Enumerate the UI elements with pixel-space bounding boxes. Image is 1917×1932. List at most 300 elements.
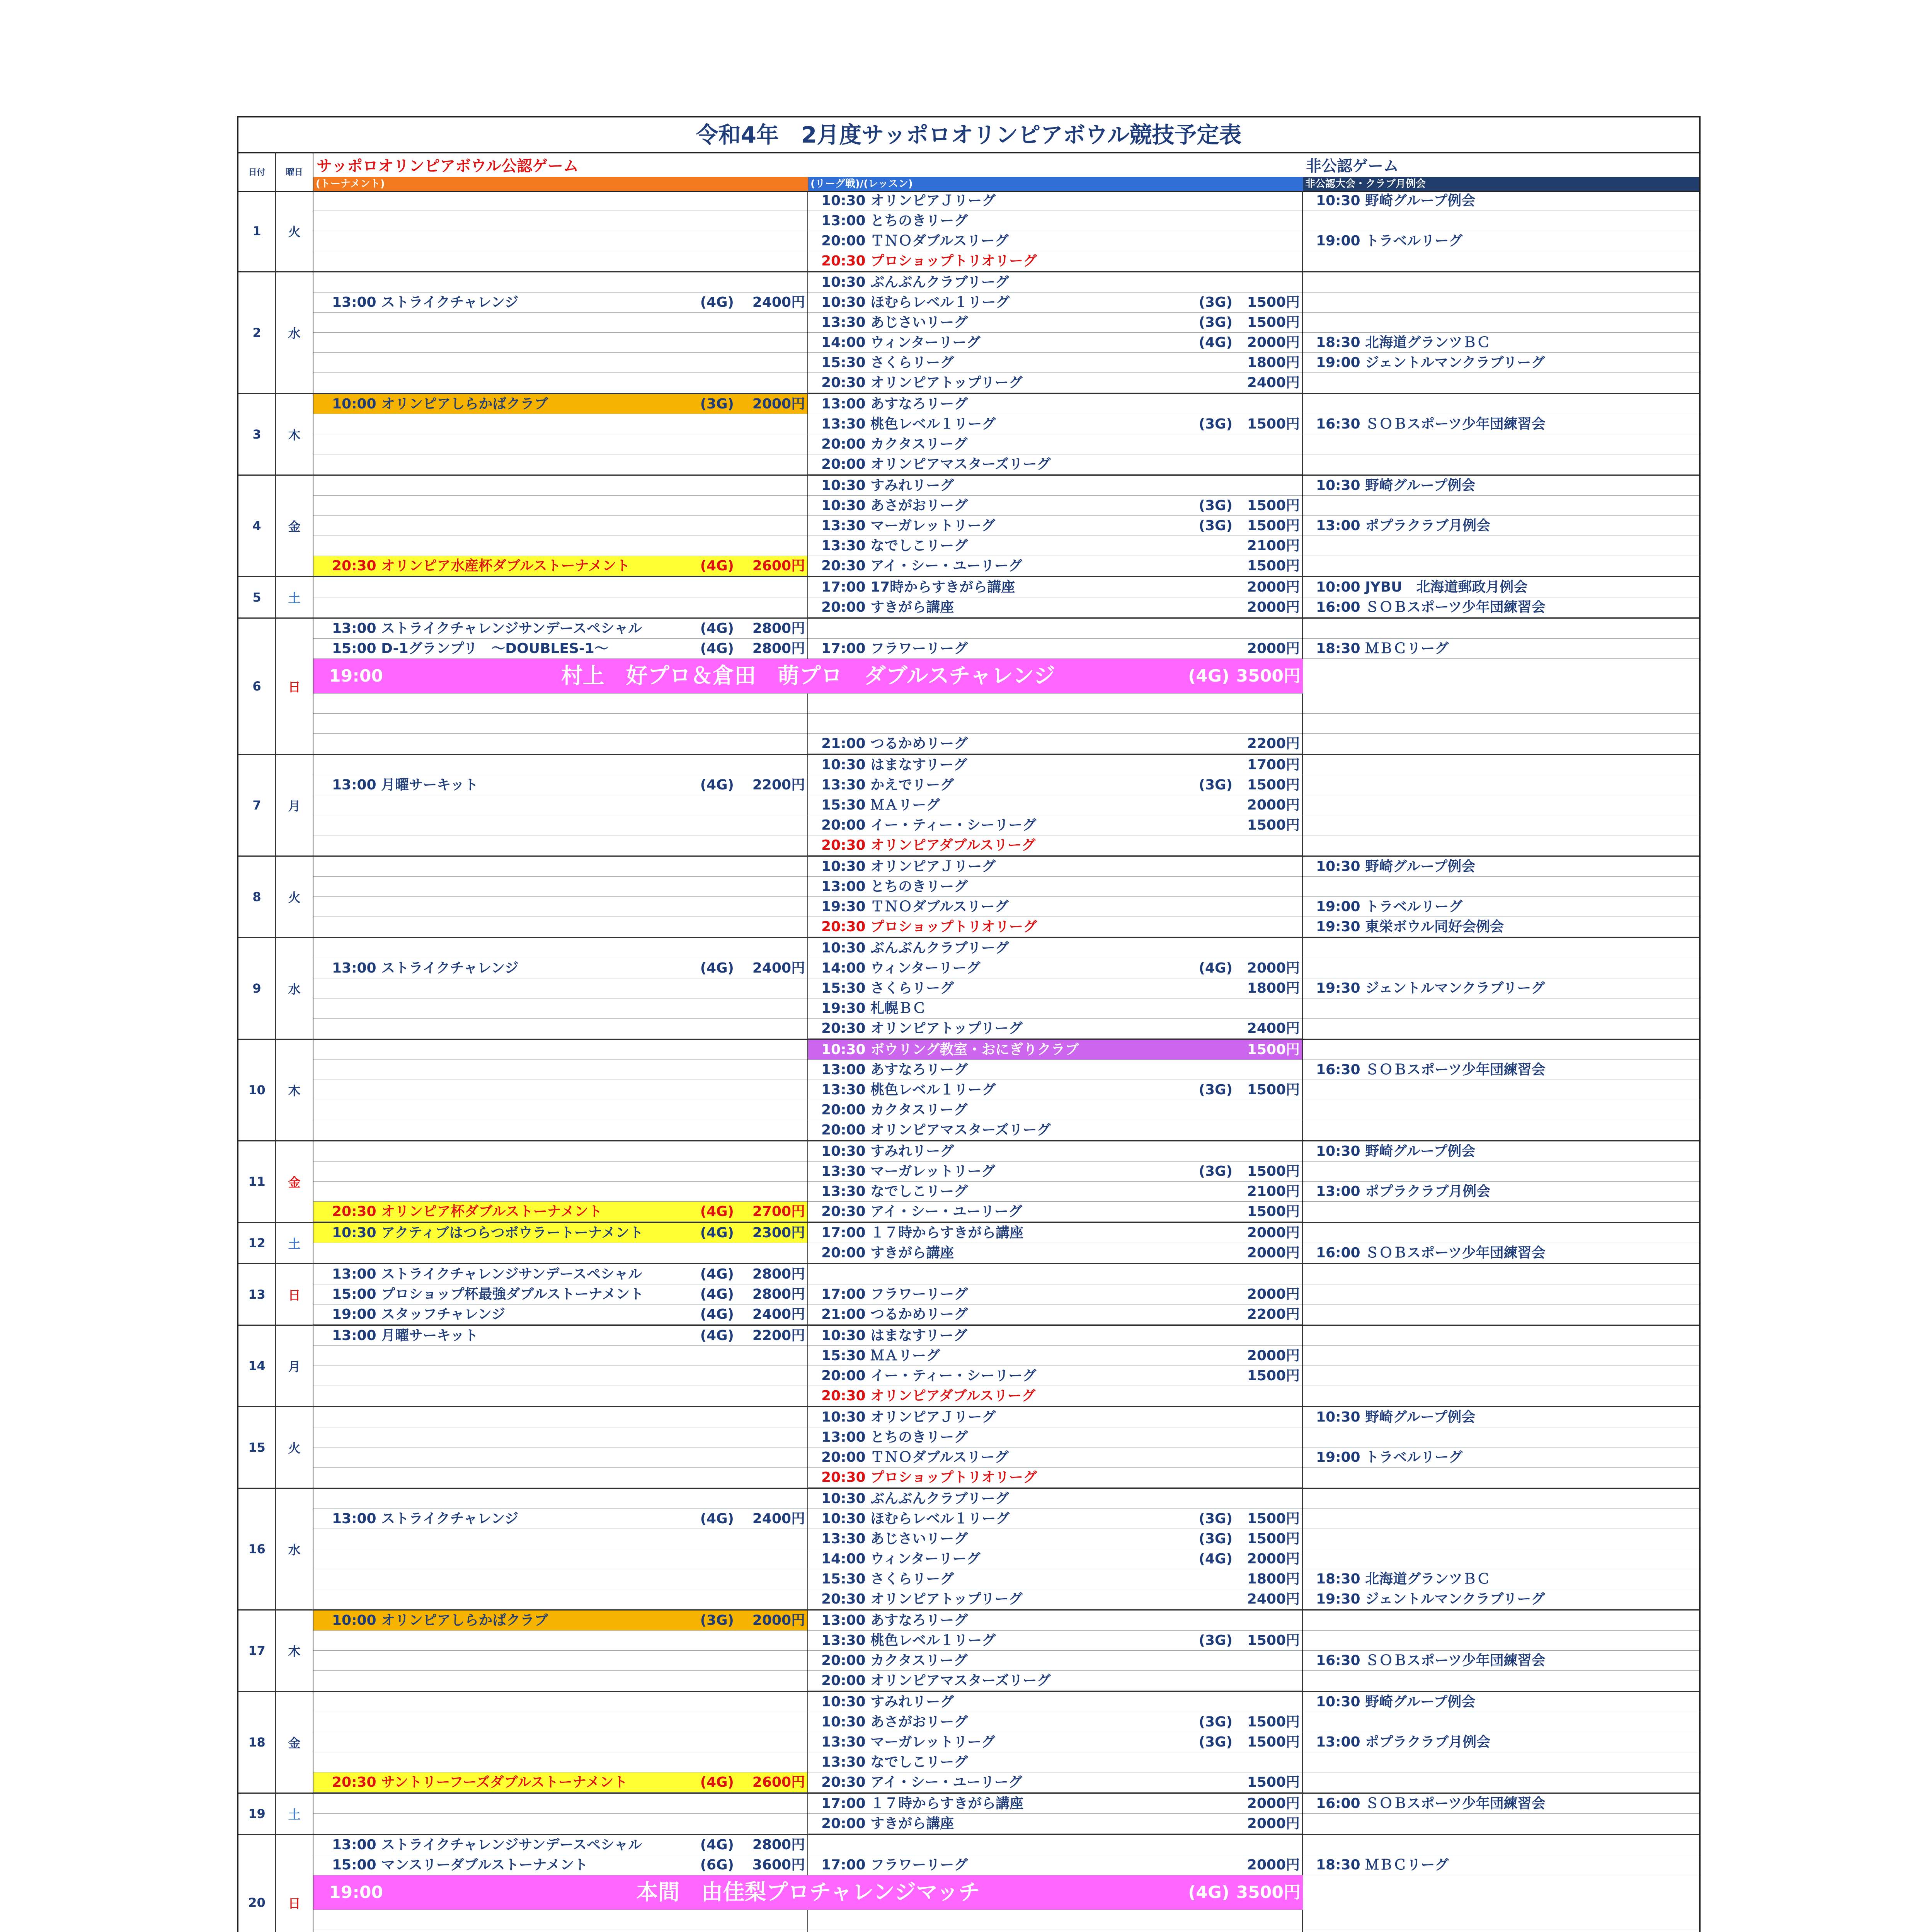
event-games: (3G) [1199, 1734, 1233, 1750]
event-entry [808, 1243, 1302, 1263]
event-title: 10:30 はまなすリーグ [821, 757, 967, 773]
schedule-row [808, 1264, 1302, 1284]
event-games: (4G) [1199, 335, 1233, 350]
event-entry [1303, 1407, 1699, 1427]
event-title: 13:00 あすなろリーグ [821, 1612, 968, 1628]
schedule-row [1303, 434, 1699, 454]
event-entry [313, 619, 807, 639]
event-entry [1303, 1447, 1699, 1468]
event-entry [808, 1326, 1302, 1346]
event-title: 19:30 ジェントルマンクラブリーグ [1316, 1591, 1545, 1607]
event-entry [1303, 1794, 1699, 1814]
day-number: 9 [238, 938, 276, 1039]
event-title: 10:30 すみれリーグ [821, 1143, 954, 1159]
event-price: 1500円 [1247, 558, 1300, 574]
schedule-row [313, 1752, 807, 1772]
event-title: 19:00 トラベルリーグ [1316, 1449, 1463, 1465]
event-entry [808, 1060, 1302, 1080]
event-price: 1700円 [1247, 757, 1300, 773]
event-title: 20:30 プロショップトリオリーグ [821, 1469, 1037, 1485]
event-price: 1500円 [1247, 1042, 1300, 1058]
event-price: 1500円 [1247, 817, 1300, 833]
event-title: 13:00 ポプラクラブ月例会 [1316, 1734, 1491, 1750]
event-title: 15:00 プロショップ杯最強ダブルストーナメント [332, 1286, 644, 1302]
event-entry [808, 1120, 1302, 1140]
event-title: 18:30 ＭＢＣリーグ [1316, 641, 1449, 656]
event-title: 13:30 かえでリーグ [821, 777, 954, 793]
schedule-row [808, 1930, 1302, 1932]
event-title: 15:30 ＭＡリーグ [821, 1348, 940, 1364]
day-block [238, 1692, 1699, 1794]
column-b [808, 1040, 1303, 1140]
event-entry [808, 1589, 1302, 1609]
event-title: 10:30 野崎グループ例会 [1316, 1143, 1476, 1159]
event-price: 1500円 [1247, 1774, 1300, 1790]
schedule-row [1303, 795, 1699, 815]
schedule-row [313, 1549, 807, 1569]
schedule-row [313, 414, 807, 434]
event-title: 13:30 マーガレットリーグ [821, 1734, 996, 1750]
column-c [1303, 272, 1699, 393]
schedule-row [313, 231, 807, 251]
event-games: (3G) [1199, 1531, 1233, 1547]
event-games: (4G) [700, 1225, 734, 1241]
schedule-row [313, 272, 807, 293]
column-c [1303, 1407, 1699, 1488]
schedule-row [1303, 714, 1699, 734]
featured-time: 19:00 [329, 1883, 383, 1902]
event-games: (4G) [700, 621, 734, 636]
event-games: (4G) [700, 1204, 734, 1219]
featured-games: (4G) [1188, 666, 1229, 686]
event-entry [808, 1366, 1302, 1386]
event-title: 10:30 ボウリング教室・おにぎりクラブ [821, 1042, 1079, 1058]
event-entry [808, 293, 1302, 313]
event-title: 20:00 オリンピアマスターズリーグ [821, 456, 1051, 472]
event-title: 13:00 ポプラクラブ月例会 [1316, 1184, 1491, 1199]
column-a [313, 1264, 808, 1325]
schedule-row [313, 857, 807, 877]
event-price: 2000円 [1247, 641, 1300, 656]
event-entry [808, 1732, 1302, 1752]
day-weekday: 木 [276, 1040, 313, 1140]
event-price: 2200円 [752, 1328, 805, 1344]
day-weekday: 水 [276, 938, 313, 1039]
column-c [1303, 191, 1699, 271]
schedule-row [313, 1529, 807, 1549]
event-entry [808, 536, 1302, 556]
event-title: 20:30 サントリーフーズダブルストーナメント [332, 1774, 628, 1790]
event-price: 2000円 [1247, 1286, 1300, 1302]
event-entry [808, 897, 1302, 917]
event-title: 10:30 ぶんぶんクラブリーグ [821, 940, 1009, 956]
schedule-row [1303, 1772, 1699, 1793]
event-entry [808, 577, 1302, 597]
event-entry [313, 293, 807, 313]
event-title: 15:00 マンスリーダブルストーナメント [332, 1857, 588, 1873]
event-entry [1303, 1243, 1699, 1263]
day-block [238, 1223, 1699, 1264]
event-title: 13:00 ストライクチャレンジサンデースペシャル [332, 1266, 642, 1282]
schedule-row [313, 597, 807, 617]
event-entry [808, 877, 1302, 897]
event-games: (3G) [700, 1612, 734, 1628]
event-price: 2400円 [752, 1306, 805, 1322]
event-entry [808, 556, 1302, 576]
schedule-row [1303, 694, 1699, 714]
schedule-row [313, 476, 807, 496]
schedule-row [313, 1366, 807, 1386]
event-title: 10:30 ぶんぶんクラブリーグ [821, 274, 1009, 290]
column-c [1303, 1794, 1699, 1834]
column-b [808, 1326, 1303, 1406]
event-title: 20:00 すきがら講座 [821, 599, 954, 615]
event-entry [313, 1326, 807, 1346]
schedule-row [313, 1346, 807, 1366]
schedule-row [1303, 1264, 1699, 1284]
day-number: 15 [238, 1407, 276, 1488]
schedule-row [313, 1671, 807, 1691]
schedule-row [1303, 1223, 1699, 1243]
schedule-row [808, 1910, 1302, 1930]
schedule-sheet [237, 116, 1701, 1932]
event-games: (4G) [700, 1774, 734, 1790]
event-games: (3G) [1199, 498, 1233, 514]
event-entry [808, 1468, 1302, 1488]
day-number: 19 [238, 1794, 276, 1834]
schedule-row [313, 877, 807, 897]
page-title: 令和4年 2月度サッポロオリンピアボウル競技予定表 [238, 117, 1699, 153]
event-entry [808, 353, 1302, 373]
event-price: 1800円 [1247, 1571, 1300, 1587]
day-block [238, 1611, 1699, 1692]
column-a [313, 1326, 808, 1406]
schedule-row [313, 333, 807, 353]
event-entry [808, 1407, 1302, 1427]
event-title: 13:00 ポプラクラブ月例会 [1316, 518, 1491, 534]
event-title: 13:00 とちのきリーグ [821, 879, 968, 895]
schedule-row [1303, 1162, 1699, 1182]
event-price: 1500円 [1247, 294, 1300, 310]
event-games: (3G) [1199, 1163, 1233, 1179]
event-title: 14:00 ウィンターリーグ [821, 1551, 981, 1567]
schedule-row [313, 1141, 807, 1162]
event-title: 10:30 あさがおリーグ [821, 1714, 968, 1730]
event-price: 2400円 [1247, 1591, 1300, 1607]
event-entry [808, 917, 1302, 937]
day-weekday: 日 [276, 1835, 313, 1932]
column-c [1303, 1223, 1699, 1263]
event-entry [313, 1304, 807, 1325]
schedule-row [313, 1712, 807, 1732]
day-number: 5 [238, 577, 276, 617]
day-weekday: 月 [276, 755, 313, 855]
day-number: 7 [238, 755, 276, 855]
schedule-row [313, 795, 807, 815]
schedule-row [313, 1120, 807, 1140]
event-price: 2400円 [1247, 1020, 1300, 1036]
event-entry [1303, 333, 1699, 353]
schedule-row [1303, 958, 1699, 978]
schedule-row [1303, 1611, 1699, 1631]
event-title: 13:30 あじさいリーグ [821, 1531, 968, 1547]
day-block [238, 1141, 1699, 1223]
column-b [808, 1141, 1303, 1222]
schedule-row [808, 714, 1302, 734]
event-entry [808, 1427, 1302, 1447]
event-price: 1500円 [1247, 416, 1300, 432]
event-games: (4G) [700, 1286, 734, 1302]
event-title: 13:00 ストライクチャレンジサンデースペシャル [332, 1837, 642, 1853]
header-col-c-title: 非公認ゲーム [1306, 157, 1399, 175]
schedule-row [808, 1835, 1302, 1855]
column-b [808, 191, 1303, 271]
event-entry [313, 775, 807, 795]
event-title: 13:00 ストライクチャレンジ [332, 294, 519, 310]
event-entry [313, 556, 807, 576]
column-a [313, 1794, 808, 1834]
day-number: 3 [238, 394, 276, 474]
event-price: 1500円 [1247, 315, 1300, 330]
event-title: 19:00 トラベルリーグ [1316, 899, 1463, 915]
schedule-row [1303, 1019, 1699, 1039]
event-title: 20:00 イー・ティー・シーリーグ [821, 817, 1037, 833]
event-title: 10:00 オリンピアしらかばクラブ [332, 1612, 548, 1628]
event-title: 10:30 オリンピアＪリーグ [821, 1409, 996, 1425]
event-price: 2000円 [1247, 599, 1300, 615]
column-c [1303, 1611, 1699, 1691]
column-c [1303, 476, 1699, 576]
day-number: 8 [238, 857, 276, 937]
event-title: 19:30 東栄ボウル同好会例会 [1316, 919, 1504, 935]
event-entry [808, 1386, 1302, 1406]
event-games: (4G) [700, 558, 734, 574]
schedule-row [313, 251, 807, 271]
column-b [808, 1407, 1303, 1488]
event-entry [808, 1100, 1302, 1120]
event-title: 10:30 ほむらレベル１リーグ [821, 1511, 1010, 1527]
event-title: 14:00 ウィンターリーグ [821, 960, 981, 976]
day-block [238, 1264, 1699, 1326]
schedule-row [1303, 496, 1699, 516]
event-title: 15:30 さくらリーグ [821, 980, 954, 996]
schedule-row [1303, 835, 1699, 855]
event-entry [808, 333, 1302, 353]
column-c [1303, 1489, 1699, 1609]
schedule-row [313, 211, 807, 231]
schedule-row [1303, 1930, 1699, 1932]
event-entry [808, 1509, 1302, 1529]
event-price: 1500円 [1247, 1531, 1300, 1547]
event-price: 2400円 [1247, 375, 1300, 391]
event-entry [1303, 1060, 1699, 1080]
schedule-row [313, 815, 807, 835]
event-entry [808, 1284, 1302, 1304]
event-entry [808, 394, 1302, 414]
schedule-row [1303, 373, 1699, 393]
event-title: 13:00 あすなろリーグ [821, 1062, 968, 1078]
schedule-row [1303, 1814, 1699, 1834]
event-title: 10:30 はまなすリーグ [821, 1328, 967, 1344]
day-weekday: 金 [276, 1141, 313, 1222]
schedule-row [313, 1019, 807, 1039]
header-col-a [313, 152, 808, 191]
event-title: 20:30 アイ・シー・ユーリーグ [821, 558, 1022, 574]
schedule-row [1303, 1366, 1699, 1386]
header-weekday: 曜日 [276, 152, 313, 191]
event-games: (4G) [700, 960, 734, 976]
event-games: (3G) [1199, 294, 1233, 310]
event-title: 13:30 なでしこリーグ [821, 1754, 968, 1770]
column-a [313, 1040, 808, 1140]
event-price: 2000円 [1247, 1245, 1300, 1261]
event-title: 20:00 カクタスリーグ [821, 436, 968, 452]
day-weekday: 金 [276, 1692, 313, 1793]
event-title: 20:00 オリンピアマスターズリーグ [821, 1122, 1051, 1138]
day-weekday: 日 [276, 1264, 313, 1325]
event-entry [808, 476, 1302, 496]
schedule-row [1303, 454, 1699, 474]
day-block [238, 191, 1699, 272]
day-weekday: 土 [276, 577, 313, 617]
column-c [1303, 619, 1699, 754]
column-b [808, 1223, 1303, 1263]
schedule-row [313, 1930, 807, 1932]
schedule-row [313, 313, 807, 333]
day-number: 1 [238, 191, 276, 271]
event-entry [313, 1202, 807, 1222]
day-block [238, 619, 1699, 755]
event-games: (3G) [1199, 1714, 1233, 1730]
event-price: 2000円 [1247, 797, 1300, 813]
schedule-row [313, 1060, 807, 1080]
schedule-row [1303, 1509, 1699, 1529]
event-price: 2000円 [1247, 960, 1300, 976]
event-price: 2000円 [1247, 1225, 1300, 1241]
event-entry [808, 211, 1302, 231]
schedule-row [1303, 877, 1699, 897]
event-entry [1303, 1141, 1699, 1162]
column-b [808, 1794, 1303, 1834]
event-price: 2000円 [1247, 1857, 1300, 1873]
schedule-row [313, 1692, 807, 1712]
header-col-c-band: 非公認大会・クラブ月例会 [1303, 177, 1699, 191]
schedule-row [1303, 536, 1699, 556]
day-block [238, 577, 1699, 619]
event-games: (4G) [700, 1306, 734, 1322]
schedule-row [1303, 1549, 1699, 1569]
event-entry [808, 1019, 1302, 1039]
schedule-row [1303, 998, 1699, 1019]
schedule-row [1303, 1120, 1699, 1140]
event-games: (3G) [1199, 1633, 1233, 1648]
column-a [313, 1407, 808, 1488]
column-c [1303, 1692, 1699, 1793]
event-entry [808, 1631, 1302, 1651]
event-title: 13:30 あじさいリーグ [821, 315, 968, 330]
column-b [808, 1489, 1303, 1609]
event-title: 20:00 イー・ティー・シーリーグ [821, 1368, 1037, 1384]
column-a [313, 476, 808, 576]
event-title: 17:00 フラワーリーグ [821, 1286, 968, 1302]
event-price: 1500円 [1247, 1368, 1300, 1384]
header-col-b [808, 152, 1303, 191]
event-entry [808, 775, 1302, 795]
event-entry [1303, 414, 1699, 434]
event-entry [808, 516, 1302, 536]
event-entry [808, 454, 1302, 474]
column-b [808, 1264, 1303, 1325]
schedule-row [1303, 293, 1699, 313]
column-c [1303, 1040, 1699, 1140]
day-weekday: 木 [276, 394, 313, 474]
featured-time: 19:00 [329, 666, 383, 686]
event-entry [1303, 978, 1699, 998]
column-a [313, 938, 808, 1039]
event-entry [808, 251, 1302, 271]
schedule-row [313, 1794, 807, 1814]
day-number: 14 [238, 1326, 276, 1406]
day-number: 11 [238, 1141, 276, 1222]
schedule-row [313, 577, 807, 597]
event-title: 16:30 ＳＯＢスポーツ少年団練習会 [1316, 1653, 1546, 1668]
column-b [808, 272, 1303, 393]
schedule-row [313, 755, 807, 775]
column-a [313, 272, 808, 393]
event-title: 19:00 スタッフチャレンジ [332, 1306, 506, 1322]
event-entry [313, 1264, 807, 1284]
event-entry [808, 815, 1302, 835]
day-block [238, 755, 1699, 857]
event-entry [808, 1346, 1302, 1366]
schedule-row [1303, 1752, 1699, 1772]
schedule-row [1303, 1631, 1699, 1651]
event-title: 16:00 ＳＯＢスポーツ少年団練習会 [1316, 1245, 1546, 1261]
event-title: 20:30 オリンピアトップリーグ [821, 1591, 1023, 1607]
schedule-row [1303, 1346, 1699, 1366]
schedule-row [313, 1182, 807, 1202]
event-title: 20:00 すきがら講座 [821, 1245, 954, 1261]
event-price: 2600円 [752, 1774, 805, 1790]
event-price: 2300円 [752, 1225, 805, 1241]
column-b [808, 755, 1303, 855]
schedule-row [1303, 1304, 1699, 1325]
event-entry [808, 978, 1302, 998]
schedule-row [1303, 755, 1699, 775]
event-title: 20:00 オリンピアマスターズリーグ [821, 1673, 1051, 1689]
schedule-row [1303, 1489, 1699, 1509]
schedule-row [313, 353, 807, 373]
event-price: 2200円 [752, 777, 805, 793]
column-c [1303, 755, 1699, 855]
event-price: 3600円 [752, 1857, 805, 1873]
event-entry [808, 1549, 1302, 1569]
event-entry [808, 1855, 1302, 1875]
schedule-row [313, 938, 807, 958]
schedule-row [1303, 1468, 1699, 1488]
schedule-row [313, 1386, 807, 1406]
event-price: 1500円 [1247, 1633, 1300, 1648]
column-b [808, 938, 1303, 1039]
schedule-row [1303, 1040, 1699, 1060]
day-block [238, 938, 1699, 1040]
event-title: 10:30 野崎グループ例会 [1316, 193, 1476, 209]
event-entry [808, 1447, 1302, 1468]
event-title: 13:00 月曜サーキット [332, 777, 478, 793]
column-c [1303, 857, 1699, 937]
event-entry [808, 639, 1302, 659]
event-price: 1500円 [1247, 498, 1300, 514]
